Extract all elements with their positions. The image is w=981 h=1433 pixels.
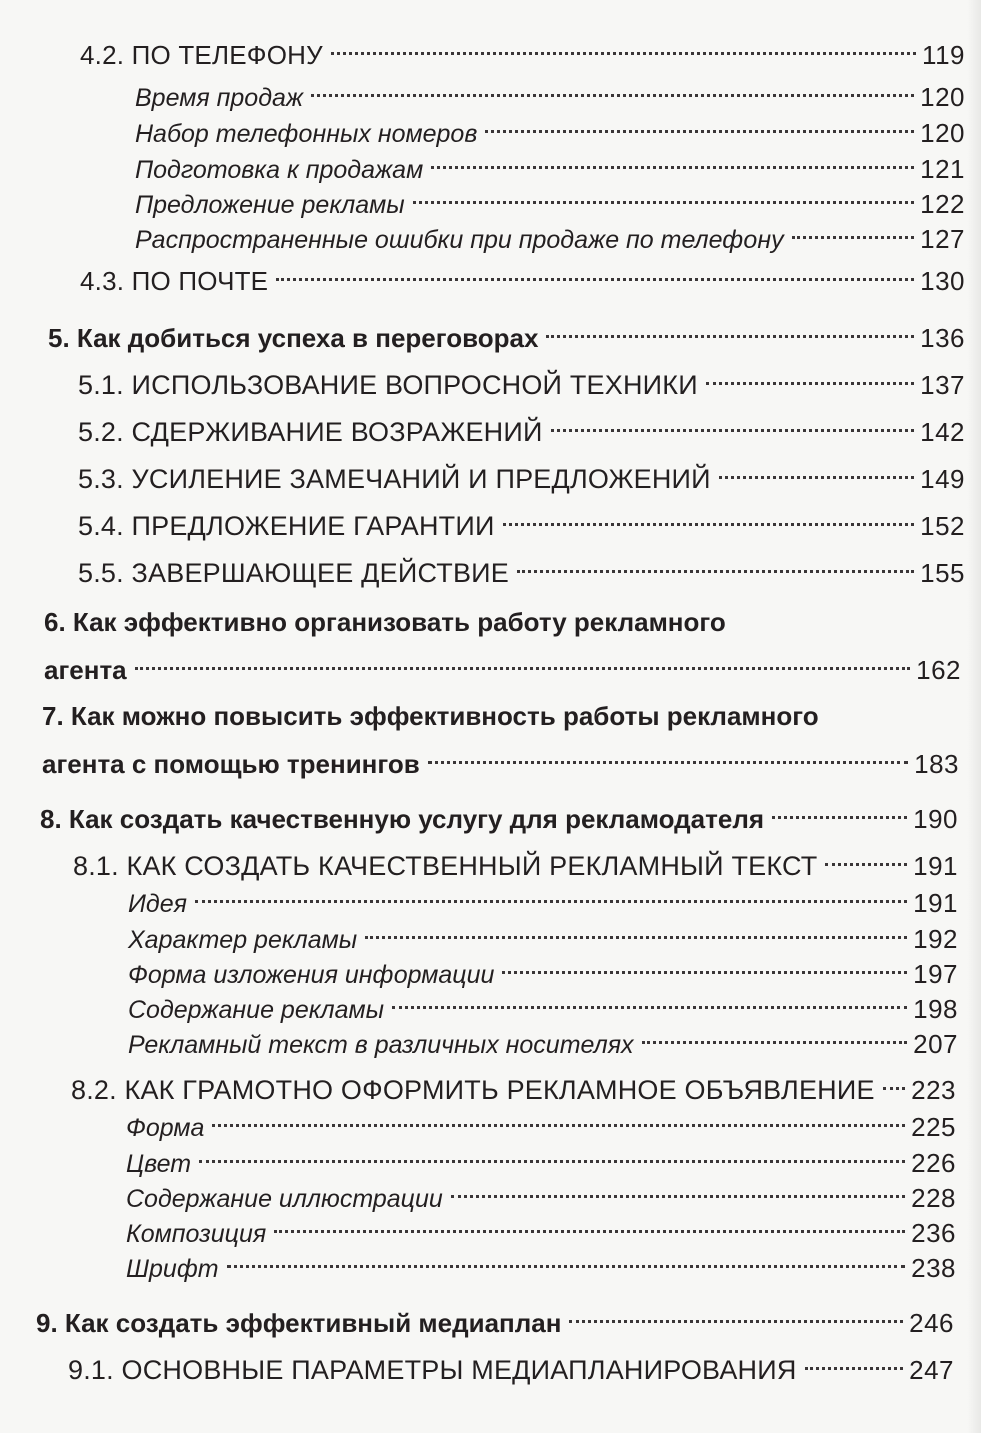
leader-dots [331,28,916,64]
leader-dots [413,177,914,213]
toc-entry-4-2-3[interactable] [135,142,965,184]
toc-entry-5-4[interactable] [78,499,965,541]
toc-entry-page: 238 [911,1253,956,1283]
leader-dots [503,499,915,535]
leader-dots [642,1017,908,1053]
toc-entry-title: 5.1. ИСПОЛЬЗОВАНИЕ ВОПРОСНОЙ ТЕХНИКИ [78,370,698,400]
toc-entry-title: 4.2. ПО ТЕЛЕФОНУ [80,40,323,70]
leader-dots [365,912,907,948]
toc-entry-title: Композиция [126,1220,267,1248]
toc-chapter-7-line1[interactable]: 7. Как можно повысить эффективность работы рекламного [42,701,819,731]
toc-entry-8-1-5[interactable] [128,1017,958,1059]
toc-entry-8-1[interactable] [73,839,958,881]
toc-entry-title: Форма [126,1114,205,1142]
leader-dots [199,1136,905,1172]
toc-entry-8-1-2[interactable] [128,912,958,954]
toc-entry-4-2-5[interactable] [135,212,965,254]
toc-entry-title: 5.5. ЗАВЕРШАЮЩЕЕ ДЕЙСТВИЕ [78,558,509,588]
leader-dots [195,876,907,912]
leader-dots [276,254,914,290]
leader-dots [227,1241,906,1277]
toc-entry-page: 119 [922,40,965,70]
toc-entry-page: 136 [920,323,965,353]
toc-entry-page: 122 [920,189,965,219]
toc-entry-5-5[interactable] [78,546,965,588]
toc-entry-4-2-2[interactable] [135,106,965,148]
leader-dots [392,982,907,1018]
toc-entry-title: 5. Как добиться успеха в переговорах [48,323,539,353]
toc-entry-page: 137 [920,370,965,400]
toc-chapter-6[interactable] [44,643,961,685]
toc-entry-page: 207 [913,1029,958,1059]
toc-entry-title: 5.4. ПРЕДЛОЖЕНИЕ ГАРАНТИИ [78,511,495,541]
toc-chapter-7[interactable] [42,737,959,779]
toc-entry-page: 162 [916,655,961,685]
toc-entry-page: 155 [920,558,965,588]
toc-entry-page: 121 [920,154,965,184]
toc-entry-title: 9.1. ОСНОВНЫЕ ПАРАМЕТРЫ МЕДИАПЛАНИРОВАНИЯ [68,1355,797,1385]
toc-entry-4-2-1[interactable] [135,70,965,112]
toc-chapter-9[interactable] [36,1296,954,1338]
toc-entry-page: 197 [913,959,958,989]
toc-entry-8-2-3[interactable] [126,1171,956,1213]
leader-dots [212,1100,905,1136]
toc-entry-title: агента [44,655,127,685]
toc-entry-title: Шрифт [126,1255,219,1283]
leader-dots [274,1206,905,1242]
leader-dots [825,839,907,875]
toc-entry-5-1[interactable] [78,358,965,400]
toc-entry-8-2[interactable] [71,1063,956,1105]
leader-dots [428,737,908,773]
leader-dots [517,546,914,582]
toc-entry-title: Цвет [126,1150,192,1178]
toc-entry-title: агента с помощью тренингов [42,749,420,779]
toc-entry-title: 8.2. КАК ГРАМОТНО ОФОРМИТЬ РЕКЛАМНОЕ ОБЪЯВЛЕНИЕ [71,1075,875,1105]
toc-entry-9-1[interactable] [68,1343,954,1385]
toc-entry-page: 183 [914,749,959,779]
toc-entry-title: Характер рекламы [128,926,358,954]
toc-entry-page: 236 [911,1218,956,1248]
leader-dots [772,792,907,828]
toc-entry-5-2[interactable] [78,405,965,447]
toc-entry-page: 190 [913,804,958,834]
toc-entry-title: Предложение рекламы [135,191,405,219]
toc-chapter-8[interactable] [40,792,958,834]
toc-entry-page: 127 [920,224,965,254]
toc-entry-8-2-2[interactable] [126,1136,956,1178]
toc-entry-page: 247 [909,1355,954,1385]
toc-entry-title: 5.2. СДЕРЖИВАНИЕ ВОЗРАЖЕНИЙ [78,417,543,447]
toc-entry-title: 8. Как создать качественную услугу для рекламодателя [40,804,765,834]
leader-dots [719,452,914,488]
toc-entry-8-1-3[interactable] [128,947,958,989]
toc-entry-title: Содержание иллюстрации [126,1185,443,1213]
toc-entry-title: Распространенные ошибки при продаже по телефону [135,226,784,254]
toc-chapter-6-line1[interactable]: 6. Как эффективно организовать работу рекламного [44,607,726,637]
toc-entry-title: Рекламный текст в различных носителях [128,1031,634,1059]
leader-dots [502,947,907,983]
toc-entry-page: 226 [911,1148,956,1178]
toc-entry-8-2-4[interactable] [126,1206,956,1248]
toc-chapter-5[interactable] [48,311,965,353]
toc-entry-page: 223 [911,1075,956,1105]
toc-entry-8-2-1[interactable] [126,1100,956,1142]
toc-entry-page: 225 [911,1112,956,1142]
leader-dots [551,405,915,441]
toc-entry-title: Время продаж [135,84,304,112]
toc-entry-page: 130 [920,266,965,296]
toc-entry-page: 142 [920,417,965,447]
toc-entry-8-1-4[interactable] [128,982,958,1024]
toc-entry-page: 149 [920,464,965,494]
toc-entry-page: 152 [920,511,965,541]
leader-dots [135,643,910,679]
toc-entry-title: Подготовка к продажам [135,156,424,184]
toc-entry-title: Набор телефонных номеров [135,120,478,148]
leader-dots [569,1296,903,1332]
toc-entry-page: 120 [920,82,965,112]
toc-entry-title: 9. Как создать эффективный медиаплан [36,1308,562,1338]
toc-entry-page: 120 [920,118,965,148]
toc-entry-title: 4.3. ПО ПОЧТЕ [80,266,269,296]
leader-dots [485,106,914,142]
leader-dots [431,142,914,178]
leader-dots [706,358,914,394]
leader-dots [883,1063,905,1099]
toc-entry-8-2-5[interactable] [126,1241,956,1283]
leader-dots [451,1171,905,1207]
toc-entry-4-3[interactable] [80,254,965,296]
toc-entry-page: 191 [913,851,958,881]
leader-dots [805,1343,904,1379]
toc-entry-4-2-4[interactable] [135,177,965,219]
toc-entry-page: 246 [909,1308,954,1338]
toc-entry-title: 5.3. УСИЛЕНИЕ ЗАМЕЧАНИЙ И ПРЕДЛОЖЕНИЙ [78,464,711,494]
toc-entry-page: 191 [913,888,958,918]
toc-entry-4-2[interactable] [80,28,965,70]
toc-entry-title: 8.1. КАК СОЗДАТЬ КАЧЕСТВЕННЫЙ РЕКЛАМНЫЙ ТЕКСТ [73,851,818,881]
toc-entry-5-3[interactable] [78,452,965,494]
toc-entry-page: 192 [913,924,958,954]
toc-entry-title: Форма изложения информации [128,961,495,989]
leader-dots [311,70,914,106]
toc-entry-8-1-1[interactable] [128,876,958,918]
leader-dots [792,212,915,248]
toc-entry-title: Содержание рекламы [128,996,385,1024]
toc-entry-title: Идея [128,890,187,918]
leader-dots [546,311,914,347]
toc-entry-page: 198 [913,994,958,1024]
toc-entry-page: 228 [911,1183,956,1213]
